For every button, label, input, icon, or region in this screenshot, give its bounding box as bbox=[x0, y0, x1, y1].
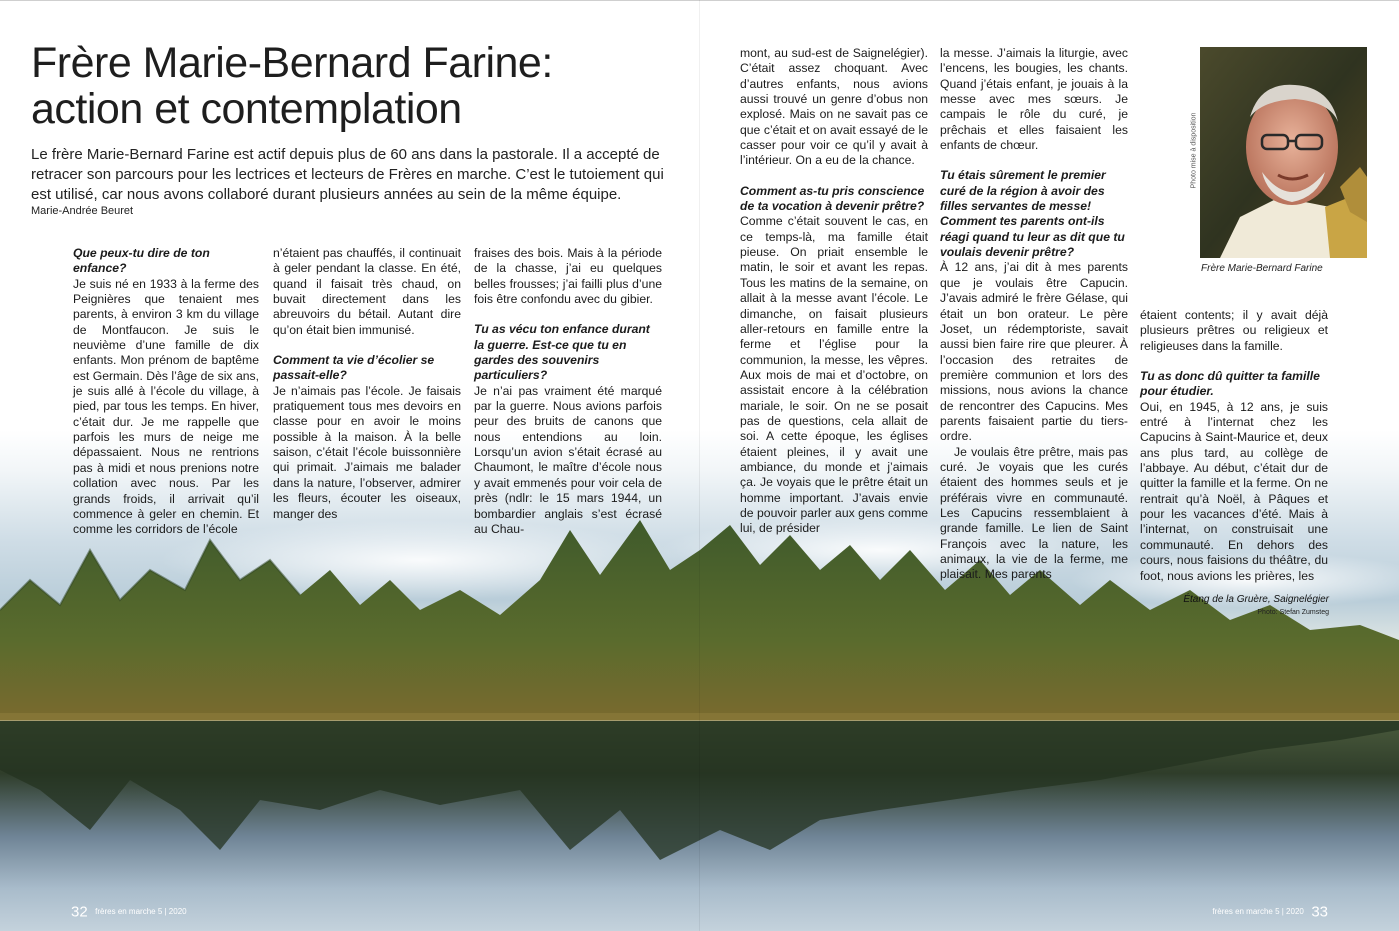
paragraph: Je n’aimais pas l’école. Je faisais pratiquement tous mes devoirs en classe pour en avoir le moins possible à la maison. À la belle saison, c’était l’école buissonnière qui primait. J’aimais me balader dans la nature, l’observer, admirer les fleurs, écouter les oiseaux, manger des bbox=[273, 383, 461, 521]
text-column-2 bbox=[273, 246, 461, 522]
photo-caption: Étang de la Gruère, Saignelégier bbox=[1183, 594, 1329, 605]
question-heading: Comment as-tu pris conscience de ta vocation à devenir prêtre? bbox=[740, 183, 925, 214]
magazine-issue-left: frères en marche 5 | 2020 bbox=[95, 907, 187, 917]
question-heading: Tu as donc dû quitter ta famille pour étudier. bbox=[1140, 369, 1320, 399]
paragraph: la messe. J’aimais la liturgie, avec l’encens, les bougies, les chants. Quand j’étais enfant, je jouais à la messe avec mes sœurs. Je campais le rôle du curé, je prêchais et elles faisaient les enfants de chœur. bbox=[940, 46, 1128, 153]
author-byline: Marie-Andrée Beuret bbox=[31, 205, 134, 217]
text-column-4 bbox=[740, 46, 928, 537]
paragraph: Comme c’était souvent le cas, en ce temps-là, ma famille était pieuse. On priait ensemble le matin, le soir et avant les repas. Tous les matins de la semaine, on allait à la messe avant l’école. Le dimanche, on faisait plusieurs aller-retours en famille entre la ferme et l’église pour la communion, la messe, les vêpres. Aux mois de mai et d’octobre, on assistait encore à la célébration mariale, le soir. On ne se posait pas de questions, cela allait de soi. A cette époque, les églises étaient pleines, il y avait une ambiance, du monde et j’aimais ça. Je voyais que le prêtre était un homme important. J’avais envie de pouvoir parler aux gens comme lui, de présider bbox=[740, 214, 928, 536]
question-heading: Que peux-tu dire de ton enfance? bbox=[73, 246, 210, 276]
paragraph: Oui, en 1945, à 12 ans, je suis entré à l’internat chez les Capucins à Saint-Maurice et, deux ans plus tard, au collège de l’abbaye. Au début, c’était dur de quitter la famille et la ferme. On ne rentrait qu’à Noël, à Pâques et pour les vacances d’été. Mais à l’internat, on construisait une communauté. En dehors des cours, nous faisions du théâtre, du foot, nous avions les prières, les bbox=[1140, 399, 1328, 583]
portrait-image bbox=[1200, 47, 1367, 258]
photo-credit: Photo: Stefan Zumsteg bbox=[1257, 609, 1329, 616]
article-title bbox=[31, 40, 691, 132]
article-lede: Le frère Marie-Bernard Farine est actif depuis plus de 60 ans dans la pastorale. Il a accepté de retracer son parcours pour les lectrices et lecteurs de Frères en marche. C’est le tutoiement qui est utilisé, car nous avons collaboré durant plusieurs années au sein de la même équipe. bbox=[31, 146, 664, 203]
portrait-credit bbox=[1186, 47, 1196, 258]
text-column-1 bbox=[73, 246, 259, 538]
title-line-2: action et contemplation bbox=[31, 85, 462, 133]
page-gutter bbox=[699, 0, 700, 931]
paragraph: Je voulais être prêtre, mais pas curé. Je voyais que les curés étaient des hommes seuls et je préférais vivre en communauté. Les Capucins ressemblaient à grande famille. Le lien de Saint François avec la nature, les animaux, la vie de la ferme, me plaisait. Mes parents bbox=[940, 444, 1128, 582]
text-column-5 bbox=[940, 46, 1128, 583]
folio-right bbox=[1209, 903, 1328, 921]
page-number-left: 32 bbox=[71, 903, 88, 921]
text-column-6 bbox=[1140, 308, 1328, 584]
question-heading: Tu as vécu ton enfance durant la guerre. Est-ce que tu en gardes des souvenirs particuliers? bbox=[474, 322, 650, 383]
question-heading: Tu étais sûrement le premier curé de la région à avoir des filles servantes de messe! Comment tes parents ont-ils réagi quand tu leur as dit que tu voulais devenir prêtre? bbox=[940, 168, 1125, 260]
paragraph: Je n’ai pas vraiment été marqué par la guerre. Nous avions parfois peur des bruits de canons que nous entendions au loin. Lorsqu’un avion s’était écrasé au Chaumont, le maître d’école nous y avait emmenés pour voir cela de près (ndlr: le 15 mars 1944, un bombardier anglais s’est écrasé au Chau- bbox=[474, 383, 662, 536]
portrait-credit-text: Photo mise à disposition bbox=[1190, 112, 1198, 189]
paragraph: étaient contents; il y avait déjà plusieurs prêtres ou religieux et religieuses dans la famille. bbox=[1140, 308, 1328, 353]
magazine-issue-right: frères en marche 5 | 2020 bbox=[1212, 907, 1304, 917]
question-heading: Comment ta vie d’écolier se passait-elle? bbox=[273, 353, 435, 383]
title-line-1: Frère Marie-Bernard Farine: bbox=[31, 39, 553, 87]
paragraph: mont, au sud-est de Saignelégier). C’était assez choquant. Avec d’autres enfants, nous avions aussi trouvé un genre d’obus non explosé. Mais on ne savait pas ce que c’était et on avait essayé de le casser pour voir ce qu’il y avait à l’intérieur. On a eu de la chance. bbox=[740, 46, 928, 168]
paragraph: fraises des bois. Mais à la période de la chasse, j’ai eu quelques belles frousses; j’ai failli plus d’une fois être confondu avec du gibier. bbox=[474, 246, 662, 307]
paragraph: Je suis né en 1933 à la ferme des Peignières que tenaient mes parents, à environ 3 km du village de Montfaucon. Je suis le neuvième d’une famille de dix enfants. Mon prénom de baptême est Germain. Dès l’âge de six ans, je suis allé à l’école du village, à pied, par tous les temps. En hiver, c’était dur. Je me rappelle que parfois les murs de neige me dépassaient. Nous ne rentrions pas à midi et nous prenions notre collation avec nous. Par les grands froids, il arrivait qu’il commence à geler en chemin. Et comme les corridors de l’école bbox=[73, 276, 259, 537]
text-column-3 bbox=[474, 246, 662, 537]
page-number-right: 33 bbox=[1311, 903, 1328, 921]
paragraph: n’étaient pas chauffés, il continuait à geler pendant la classe. En été, quand il faisait très chaud, on buvait directement dans les abreuvoirs du bétail. Autant dire qu’on était bien immunisé. bbox=[273, 246, 461, 337]
portrait-caption: Frère Marie-Bernard Farine bbox=[1201, 263, 1323, 274]
portrait-photo bbox=[1200, 47, 1367, 258]
folio-left bbox=[71, 903, 190, 921]
paragraph: À 12 ans, j’ai dit à mes parents que je voulais être Capucin. J’avais admiré le frère Gélase, qui était un bon orateur. Le père Joset, un rédemptoriste, savait aussi bien faire rire que pleurer. À l’occasion des retraites de première communion et lors des missions, nous avions la chance de rencontrer des Capucins. Mes parents faisaient partie du tiers-ordre. bbox=[940, 260, 1128, 444]
